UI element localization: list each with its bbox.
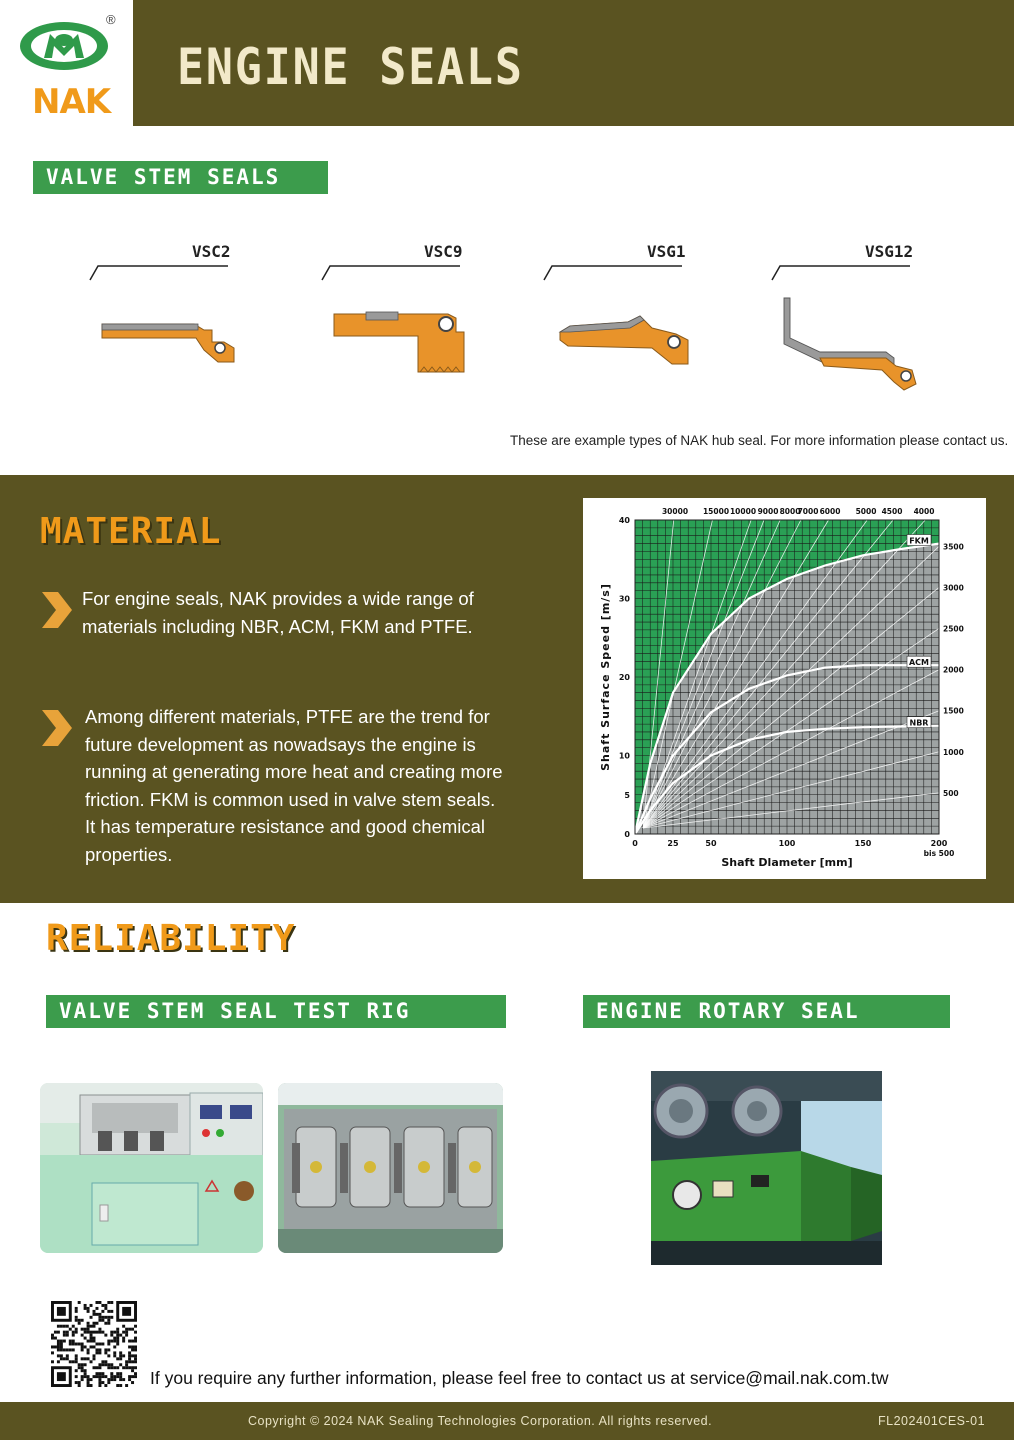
material-paragraph-1-line-2: materials including NBR, ACM, FKM and PTFE.	[82, 615, 473, 637]
seal-label-vsg1: VSG1	[647, 242, 686, 261]
test-rig-machine-image	[40, 1083, 263, 1253]
chart-series-label-nbr: NBR	[909, 718, 929, 728]
reliability-heading: RELIABILITY	[46, 918, 296, 959]
material-paragraph-2-line-5: It has temperature resistance and good chemical	[85, 816, 486, 837]
chart-series-label-fkm: FKM	[909, 536, 929, 546]
chart-rpm-top-label: 5000	[855, 507, 877, 516]
cylinder-head-photo	[278, 1083, 503, 1253]
seal-label-vsc9: VSC9	[424, 242, 463, 261]
qr-code-icon	[51, 1301, 137, 1387]
chart-y-tick-label: 0	[624, 830, 630, 839]
chart-rpm-right-label: 1500	[943, 706, 964, 716]
seal-note: These are example types of NAK hub seal. For more information please contact us.	[510, 433, 1009, 448]
footer-band	[0, 1402, 1014, 1440]
contact-text: If you require any further information, please feel free to contact us at service@mail.nak.com.tw	[150, 1368, 889, 1388]
copyright-text: Copyright © 2024 NAK Sealing Technologies Corporation. All rights reserved.	[248, 1414, 713, 1428]
cylinder-head-image	[278, 1083, 503, 1253]
chart-y-tick-label: 40	[618, 516, 630, 525]
chart-rpm-right-label: 2500	[943, 624, 964, 634]
chart-rpm-top-label: 10000	[729, 507, 757, 516]
chart-y-tick-label: 30	[618, 594, 630, 604]
seal-vsg12-drawing	[768, 262, 928, 402]
rotary-lab-photo	[651, 1071, 882, 1265]
speed-diameter-chart	[583, 498, 986, 879]
test-rig-photo	[40, 1083, 263, 1253]
chevron-right-icon	[40, 590, 74, 630]
chart-x-tick-label: 50	[705, 839, 717, 848]
valve-stem-seals-heading: VALVE STEM SEALS	[33, 161, 328, 194]
seal-vsg1-drawing	[540, 262, 700, 372]
chart-y-tick-label: 20	[618, 673, 630, 682]
chart-rpm-right-label: 3500	[943, 542, 964, 552]
document-code: FL202401CES-01	[878, 1414, 986, 1428]
logo-box	[0, 0, 133, 126]
brand-name: NAK	[32, 82, 111, 122]
chart-x-tick-label: 200	[930, 839, 948, 848]
material-paragraph-1	[82, 585, 552, 640]
seal-vsc9-drawing	[318, 262, 478, 382]
page-title: ENGINE SEALS	[177, 38, 524, 96]
chart-rpm-right-label: 2000	[943, 665, 964, 675]
test-rig-heading: VALVE STEM SEAL TEST RIG	[46, 995, 506, 1028]
chart-rpm-top-label: 8000	[779, 507, 801, 516]
chart-rpm-right-label: 1000	[943, 747, 964, 757]
material-paragraph-2-line-3: running at generating more heat and creating more	[85, 761, 503, 782]
chart-rpm-top-label: 15000	[702, 507, 730, 516]
chart-rpm-top-label: 4500	[881, 507, 903, 516]
seal-label-vsg12: VSG12	[865, 242, 914, 261]
chart-rpm-right-label: 500	[943, 788, 959, 798]
material-paragraph-1-line-1: For engine seals, NAK provides a wide range of	[82, 588, 474, 609]
rotary-lab-image	[651, 1071, 882, 1265]
chart-y-tick-label: 10	[618, 751, 630, 761]
chart-rpm-top-label: 7000	[797, 507, 819, 516]
chart-rpm-top-label: 6000	[819, 507, 841, 516]
chart-x-tick-label: 150	[854, 839, 872, 848]
seal-vsc2-drawing	[86, 262, 246, 372]
material-paragraph-2-line-4: friction. FKM is common used in valve stem seals.	[85, 788, 496, 810]
chart-svg	[583, 498, 986, 879]
seal-label-vsc2: VSC2	[192, 242, 231, 261]
chevron-right-icon	[40, 708, 74, 748]
chart-series-label-acm: ACM	[908, 658, 930, 668]
chart-x-tick-label: 100	[778, 839, 796, 848]
chart-x-tick-label: 0	[632, 839, 638, 848]
material-paragraph-2-line-6: properties.	[85, 843, 173, 865]
chart-x-axis-label: Shaft Dlameter [mm]	[721, 856, 853, 869]
chart-rpm-right-label: 3000	[943, 583, 964, 593]
material-paragraph-2	[85, 703, 565, 868]
chart-rpm-top-label: 30000	[661, 507, 689, 516]
header-band	[0, 0, 1014, 126]
chart-x-extra-label: bis 500	[923, 849, 955, 858]
chart-y-tick-label: 5	[624, 790, 630, 800]
chart-rpm-top-label: 9000	[757, 507, 779, 516]
chart-rpm-top-label: 4000	[913, 507, 935, 516]
material-heading: MATERIAL	[40, 511, 222, 552]
chart-y-axis-label: Shaft Surface Speed [m/s]	[599, 583, 612, 771]
rotary-seal-heading: ENGINE ROTARY SEAL	[583, 995, 950, 1028]
registered-mark: ®	[106, 12, 116, 27]
material-paragraph-2-line-1: Among different materials, PTFE are the trend for	[85, 706, 490, 727]
chart-x-tick-label: 25	[667, 839, 679, 848]
material-paragraph-2-line-2: future development as nowadsays the engine is	[85, 733, 476, 755]
